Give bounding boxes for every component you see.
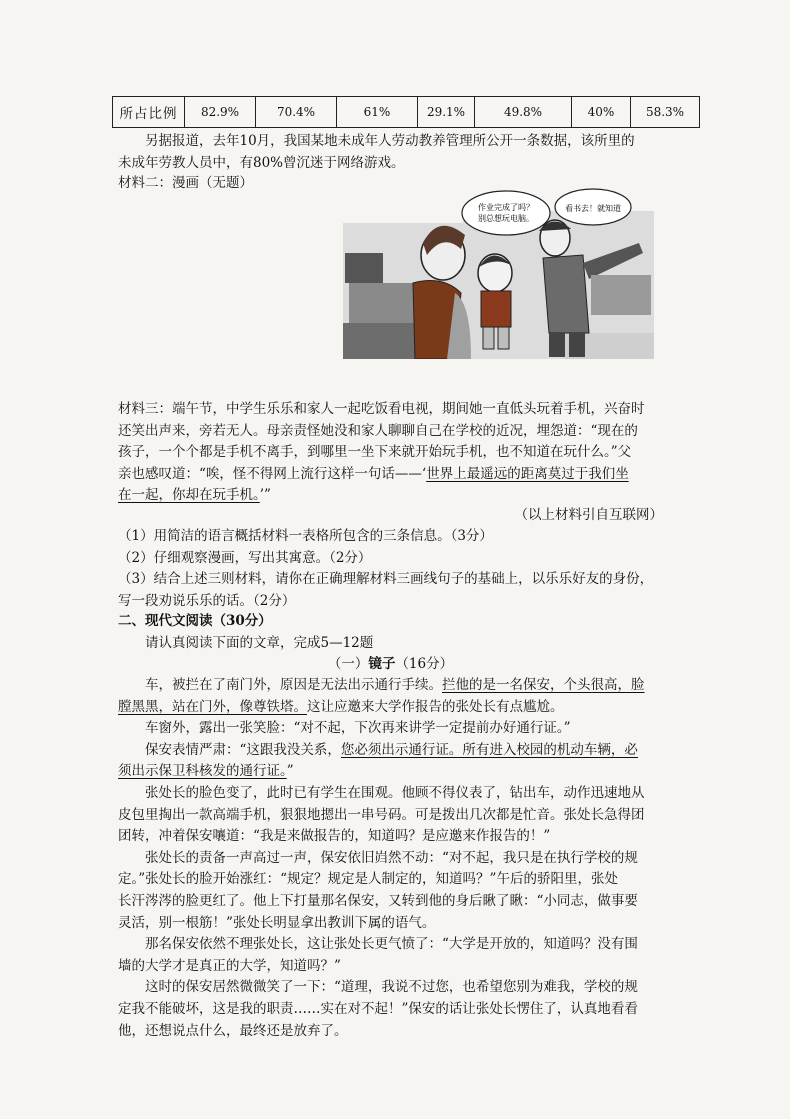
bubble-left-text: 作业完成了吗？ [478, 203, 534, 212]
text-line: 团转，冲着保安嚷道：“我是来做报告的，知道吗？是应邀来作报告的！” [118, 828, 551, 845]
text-span: 这让应邀来大学作报告的张处长有点尴尬。 [307, 698, 564, 715]
text-line: 这时的保安居然微微笑了一下：“道理，我说不过您，也希望您别为难我，学校的规 [145, 979, 638, 996]
text-span: ’” [259, 487, 271, 504]
cartoon-image [343, 183, 654, 359]
underlined-sentence: 拦他的是一名保安，个头很高，脸 [442, 677, 645, 693]
text-line: 还笑出声来，旁若无人。母亲责怪她没和家人聊聊自己在学校的近况，埋怨道：“现在的 [118, 422, 638, 439]
text-line: 未成年劳教人员中，有80%曾沉迷于网络游戏。 [118, 154, 405, 171]
data-table [112, 96, 700, 128]
underlined-sentence: 膛黑黑，站在门外，像尊铁塔。 [118, 698, 307, 715]
text-line: 张处长的责备一声高过一声，保安依旧岿然不动：“对不起，我只是在执行学校的规 [145, 849, 638, 866]
text-line [118, 485, 668, 507]
source-note [118, 505, 665, 527]
text-line: 另据报道，去年10月，我国某地未成年人劳动教养管理所公开一条数据，该所里的 [145, 133, 635, 149]
material3-paragraph [118, 399, 668, 507]
text-line [118, 464, 668, 486]
text-line: 材料二：漫画（无题） [118, 175, 253, 191]
text-line: 那名保安依然不理张处长，这让张处长更气愤了：“大学是开放的，知道吗？没有围 [145, 936, 638, 953]
underlined-sentence: 在一起，你却在玩手机。 [118, 487, 260, 504]
text-span: ” [286, 763, 294, 780]
section-heading: 二、现代文阅读（30分） [118, 613, 272, 629]
question-3: （3）结合上述三则材料，请你在正确理解材料三画线句子的基础上，以乐乐好友的身份， [118, 571, 654, 588]
table-cell: 58.3% [631, 97, 700, 128]
table-cell: 82.9% [185, 97, 256, 128]
section-2 [118, 611, 663, 676]
table-row-label: 所占比例 [113, 97, 185, 128]
text-line: 长汗涔涔的脸更红了。他上下打量那名保安，又转到他的身后瞅了瞅：“小同志，做事要 [118, 892, 638, 909]
text-span: 车，被拦在了南门外，原因是无法出示通行手续。 [145, 677, 442, 693]
text-line: 定我不能破坏，这是我的职责……实在对不起！”保安的话让张处长愣住了，认真地看看 [118, 1000, 638, 1017]
story-subtitle [118, 654, 663, 676]
text-span: 保安表情严肃：“这跟我没关系， [145, 741, 341, 758]
text-line: 张处长的脸色变了，此时已有学生在围观。他顾不得仪表了，钻出车，动作迅速地从 [145, 784, 645, 801]
text-line: 墙的大学才是真正的大学，知道吗？” [118, 957, 341, 974]
bubble-left-text-2: 别总想玩电脑。 [478, 214, 534, 223]
underlined-sentence: 世界上最遥远的距离莫过于我们坐 [426, 465, 629, 482]
cartoon-illustration [343, 183, 654, 359]
text-line: （以上材料引自互联网） [514, 507, 663, 523]
table-cell: 29.1% [418, 97, 475, 128]
text-line: 灵活，别一根筋！”张处长明显拿出教训下属的语气。 [118, 914, 436, 931]
text-line: 皮包里掏出一款高端手机，狠狠地摁出一串号码。可是拨出几次都是忙音。张处长急得团 [118, 806, 645, 823]
text-line: 他，还想说点什么，最终还是放弃了。 [118, 1022, 348, 1039]
text-line [118, 697, 668, 719]
questions [118, 526, 668, 612]
question-3-cont: 写一段劝说乐乐的话。（2分） [118, 592, 296, 609]
text-line [118, 761, 668, 783]
text-line: 材料三：端午节，中学生乐乐和家人一起吃饭看电视，期间她一直低头玩着手机，兴奋时 [118, 401, 645, 417]
story-title: 镜子 [368, 656, 396, 673]
text-line: 定。”张处长的脸开始涨红：“规定？规定是人制定的，知道吗？”午后的骄阳里，张处 [118, 871, 618, 888]
table-cell: 61% [337, 97, 418, 128]
text-span: 亲也感叹道：“唉，怪不得网上流行这样一句话——‘ [118, 465, 427, 482]
instruction: 请认真阅读下面的文章，完成5—12题 [145, 634, 374, 651]
text-line [118, 675, 668, 697]
text-line [118, 740, 668, 762]
question-1: （1）用简洁的语言概括材料一表格所包含的三条信息。（3分） [118, 528, 493, 544]
table-row [113, 97, 700, 128]
question-2: （2）仔细观察漫画，写出其寓意。（2分） [118, 549, 372, 566]
subtitle-score: （16分） [395, 656, 454, 673]
table-cell: 40% [572, 97, 631, 128]
subtitle-number: （一） [327, 656, 369, 673]
table-cell: 49.8% [475, 97, 572, 128]
underlined-sentence: 您必须出示通行证。所有进入校园的机动车辆，必 [340, 741, 638, 758]
text-line: 车窗外，露出一张笑脸：“对不起，下次再来讲学一定提前办好通行证。” [145, 720, 571, 737]
table-cell: 70.4% [256, 97, 337, 128]
report-paragraph [118, 131, 663, 174]
story-body [118, 675, 668, 1042]
underlined-sentence: 须出示保卫科核发的通行证。 [118, 763, 287, 780]
text-line: 孩子，一个个都是手机不离手，到哪里一坐下来就开始玩手机，也不知道在玩什么。”父 [118, 444, 632, 461]
bubble-right-text: 看书去！就知道 [565, 204, 621, 213]
